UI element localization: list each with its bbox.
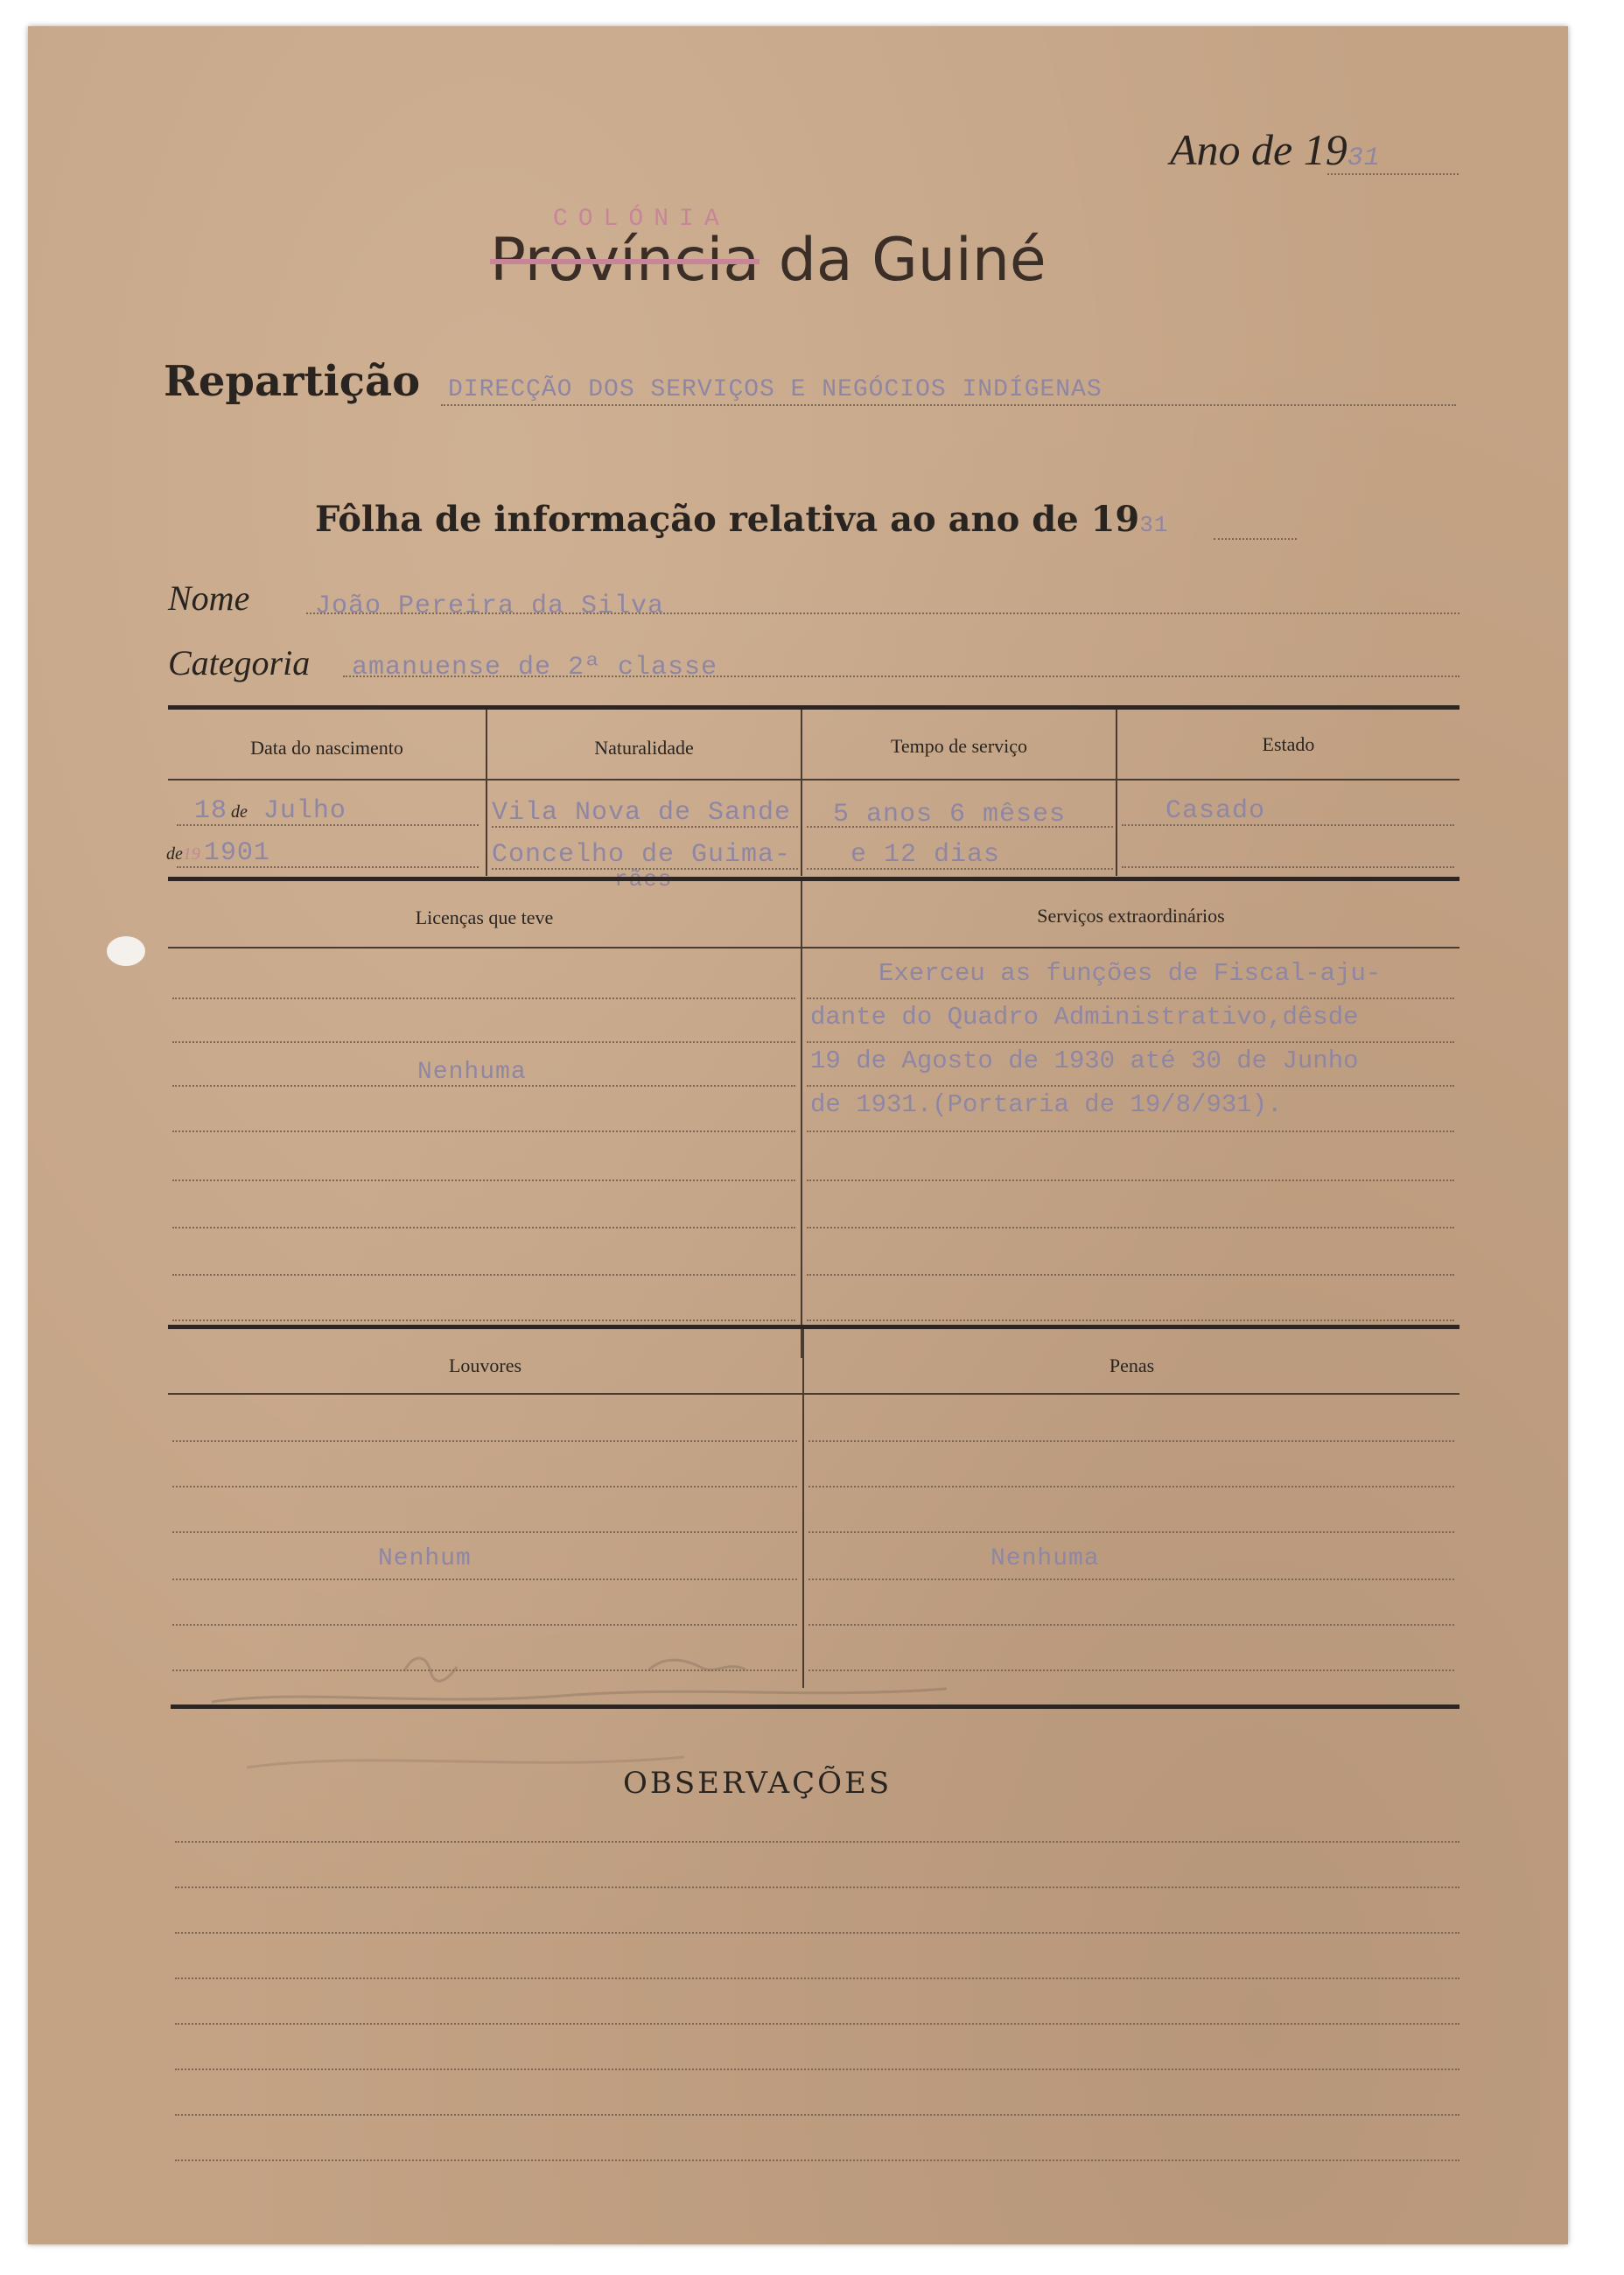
pen-line-2 bbox=[808, 1486, 1454, 1488]
table1-header-rule bbox=[168, 779, 1460, 780]
title-dotline bbox=[1214, 538, 1297, 540]
tempo-dotline-1 bbox=[807, 826, 1113, 828]
year-label: Ano de 1931 bbox=[1170, 125, 1381, 174]
table3-header-rule bbox=[168, 1393, 1460, 1395]
louvores-value: Nenhum bbox=[378, 1545, 472, 1572]
serv-line-1 bbox=[807, 998, 1454, 999]
header-servicos: Serviços extraordinários bbox=[1037, 905, 1225, 927]
obs-line-6 bbox=[175, 2068, 1460, 2070]
table3-top-rule bbox=[168, 1325, 1460, 1329]
categoria-dotline bbox=[343, 676, 1460, 677]
lic-line-2 bbox=[172, 1041, 795, 1043]
table2-header-rule bbox=[168, 947, 1460, 948]
tempo-line-1: 5 anos 6 mêses bbox=[833, 800, 1067, 830]
obs-line-3 bbox=[175, 1932, 1460, 1934]
lic-line-1 bbox=[172, 998, 795, 999]
table2-top-rule bbox=[168, 877, 1460, 881]
servicos-line-4: de 1931.(Portaria de 19/8/931). bbox=[810, 1090, 1283, 1119]
lic-line-7 bbox=[172, 1274, 795, 1276]
birth-dotline-2 bbox=[177, 866, 479, 868]
obs-line-2 bbox=[175, 1886, 1460, 1888]
estado-value: Casado bbox=[1166, 796, 1266, 826]
header-licencas: Licenças que teve bbox=[415, 906, 554, 928]
estado-dotline-1 bbox=[1122, 824, 1454, 826]
louv-line-3 bbox=[172, 1531, 797, 1533]
obs-line-7 bbox=[175, 2114, 1460, 2116]
birth-dotline-1 bbox=[177, 824, 479, 826]
pen-line-1 bbox=[808, 1440, 1454, 1442]
pen-line-4 bbox=[808, 1578, 1454, 1580]
header-tempo-servico: Tempo de serviço bbox=[890, 735, 1028, 757]
birth-date: 18 de Julho bbox=[194, 796, 346, 826]
serv-line-3 bbox=[807, 1085, 1454, 1087]
form-title: Fôlha de informação relativa ao ano de 1931 bbox=[315, 499, 1169, 540]
louv-line-1 bbox=[172, 1440, 797, 1442]
servicos-line-2: dante do Quadro Administrativo,dêsde bbox=[810, 1003, 1359, 1032]
offset-ink-marks bbox=[194, 1619, 982, 1776]
lic-line-5 bbox=[172, 1180, 795, 1181]
punch-hole bbox=[107, 936, 145, 966]
table3-bottom-rule bbox=[171, 1704, 1460, 1709]
provincia-word: Província bbox=[490, 226, 760, 295]
lic-line-6 bbox=[172, 1227, 795, 1228]
tempo-line-2: e 12 dias bbox=[850, 840, 1001, 870]
naturalidade-line-1: Vila Nova de Sande bbox=[492, 798, 792, 828]
header-estado: Estado bbox=[1262, 733, 1315, 755]
estado-dotline-2 bbox=[1122, 866, 1454, 868]
nome-dotline bbox=[306, 612, 1460, 614]
naturalidade-line-2: Concelho de Guima- bbox=[492, 840, 792, 870]
categoria-value: amanuense de 2ª classe bbox=[352, 653, 718, 682]
servicos-line-3: 19 de Agosto de 1930 até 30 de Junho bbox=[810, 1046, 1359, 1075]
da-guine-word: da Guiné bbox=[778, 226, 1046, 295]
header-louvores: Louvores bbox=[448, 1354, 522, 1376]
tempo-dotline-2 bbox=[807, 868, 1113, 870]
licencas-value: Nenhuma bbox=[417, 1059, 527, 1086]
louv-line-4 bbox=[172, 1578, 797, 1580]
header-data-nascimento: Data do nascimento bbox=[250, 737, 403, 759]
nome-label: Nome bbox=[168, 578, 250, 618]
header-naturalidade: Naturalidade bbox=[594, 737, 694, 759]
reparticao-label: Repartição bbox=[164, 357, 421, 406]
obs-line-4 bbox=[175, 1978, 1460, 1979]
obs-line-1 bbox=[175, 1841, 1460, 1843]
penas-value: Nenhuma bbox=[990, 1545, 1100, 1572]
serv-line-8 bbox=[807, 1320, 1454, 1321]
year-dotline bbox=[1327, 173, 1459, 175]
table1-divider-1 bbox=[486, 710, 487, 876]
birth-year: de19 1901 bbox=[166, 838, 270, 868]
reparticao-value: DIRECÇÃO DOS SERVIÇOS E NEGÓCIOS INDÍGENAS bbox=[448, 376, 1102, 403]
serv-line-7 bbox=[807, 1274, 1454, 1276]
obs-line-5 bbox=[175, 2023, 1460, 2025]
louv-line-2 bbox=[172, 1486, 797, 1488]
colonia-stamp: COLÓNIA bbox=[553, 206, 730, 233]
reparticao-dotline bbox=[441, 404, 1456, 406]
pen-line-3 bbox=[808, 1531, 1454, 1533]
categoria-label: Categoria bbox=[168, 643, 311, 682]
serv-line-6 bbox=[807, 1227, 1454, 1228]
serv-line-2 bbox=[807, 1041, 1454, 1043]
serv-line-5 bbox=[807, 1180, 1454, 1181]
province-title bbox=[490, 226, 1046, 295]
servicos-line-1: Exerceu as funções de Fiscal-aju- bbox=[878, 959, 1382, 988]
observacoes-heading: OBSERVAÇÕES bbox=[623, 1766, 892, 1801]
table1-top-rule bbox=[168, 705, 1460, 710]
naturalidade-dotline-1 bbox=[492, 826, 798, 828]
nome-value: João Pereira da Silva bbox=[315, 592, 665, 621]
header-penas: Penas bbox=[1109, 1354, 1155, 1376]
serv-line-4 bbox=[807, 1130, 1454, 1132]
obs-line-8 bbox=[175, 2160, 1460, 2161]
table2-divider bbox=[801, 881, 802, 1358]
lic-line-4 bbox=[172, 1130, 795, 1132]
lic-line-8 bbox=[172, 1320, 795, 1321]
document-sheet bbox=[28, 26, 1568, 2244]
